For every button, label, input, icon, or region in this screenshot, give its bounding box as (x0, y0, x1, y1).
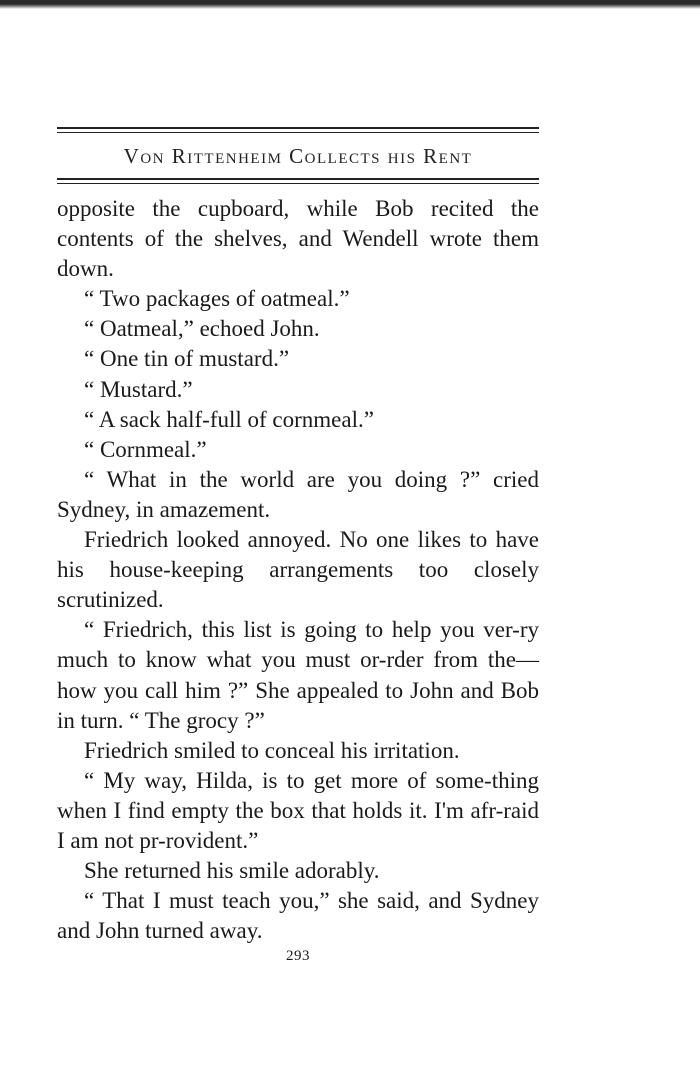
paragraph: “ One tin of mustard.” (84, 346, 290, 372)
book-page (57, 127, 539, 965)
paragraph: “ A sack half-full of cornmeal.” (84, 406, 374, 432)
paragraph: “ Cornmeal.” (84, 436, 207, 462)
header-rule-top (57, 127, 539, 133)
paragraph: “ That I must teach you,” she said, and Sydney and John turned away. (57, 888, 539, 944)
paragraph: “ What in the world are you doing ?” cried Sydney, in amazement. (57, 466, 539, 522)
running-head: Von Rittenheim Collects his Rent (123, 144, 473, 168)
page-number: 293 (286, 948, 310, 965)
paragraph: “ Mustard.” (84, 376, 193, 402)
paragraph: She returned his smile adorably. (84, 858, 380, 884)
paragraph: “ Friedrich, this list is going to help you ver-ry much to know what you must or-rder from the—how you call him ?” She appealed to John and Bob in turn. “ The grocy ?” (57, 617, 539, 733)
paragraph: “ Two packages of oatmeal.” (84, 286, 350, 312)
paragraph: “ My way, Hilda, is to get more of some-thing when I find empty the box that holds it. I'm afr-raid I am not pr-rovident.” (57, 767, 539, 853)
body-text (57, 194, 539, 946)
paragraph: “ Oatmeal,” echoed John. (84, 316, 320, 342)
paragraph: Friedrich looked annoyed. No one likes to have his house-keeping arrangements too closely scrutinized. (57, 527, 539, 613)
page-top-edge (0, 0, 700, 9)
paragraph: opposite the cupboard, while Bob recited the contents of the shelves, and Wendell wrote them down. (57, 196, 539, 282)
paragraph: Friedrich smiled to conceal his irritation. (84, 737, 460, 763)
header-rule-bottom (57, 178, 539, 184)
